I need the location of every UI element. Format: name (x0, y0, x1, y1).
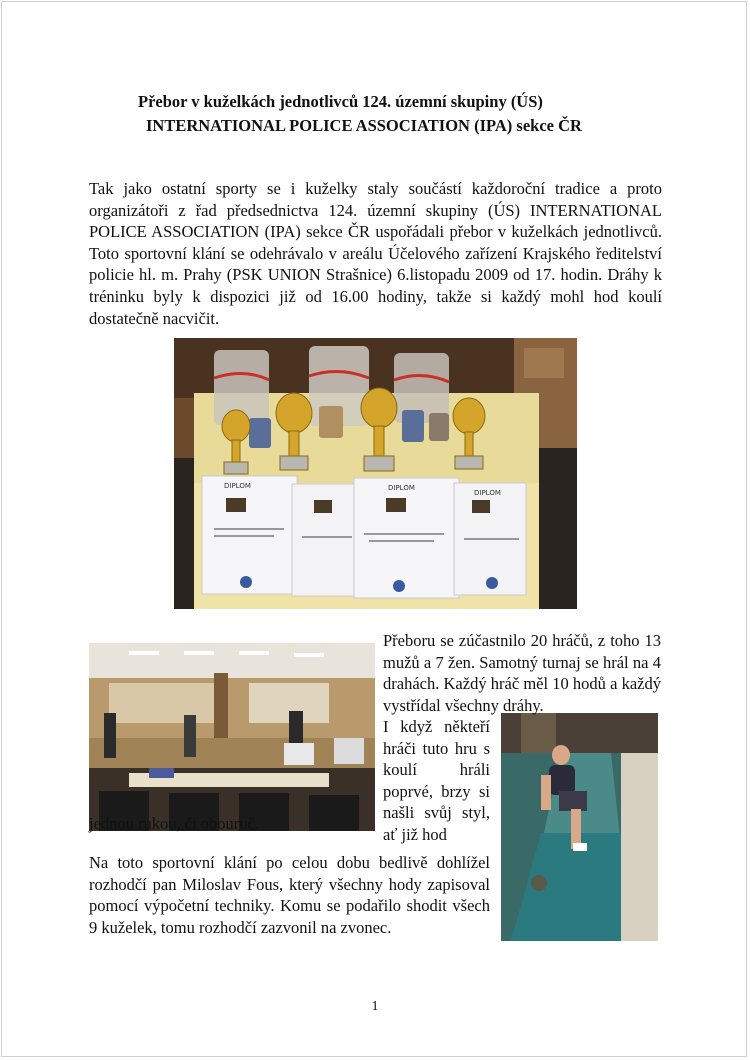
svg-text:DIPLOM: DIPLOM (388, 484, 415, 492)
referee-paragraph: Na toto sportovní klání po celou dobu bedlivě dohlížel rozhodčí pan Miloslav Fous, který všechny hody zapisoval pomocí výpočetní techniky. Komu se podařilo shodit všech 9 kuželek, tomu rozhodčí zazvonil na zvonec. (89, 853, 490, 937)
participants-paragraph: Přeboru se zúčastnilo 20 hráčů, z toho 13 mužů a 7 žen. Samotný turnaj se hrál na 4 drahách. Každý hráč měl 10 hodů a každý vystřídal všechny dráhy. (383, 631, 661, 715)
svg-text:DIPLOM: DIPLOM (224, 482, 251, 490)
style-paragraph-end: jednou rukou, či obouruč. (89, 814, 260, 833)
title-line-1: Přebor v kuželkách jednotlivců 124. územní skupiny (ÚS) (138, 92, 543, 111)
page-number: 1 (371, 999, 379, 1014)
bowling-hall-photo (89, 643, 375, 831)
trophies-photo (174, 338, 577, 609)
style-paragraph: I když někteří hráči tuto hru s koulí hráli poprvé, brzy si našli svůj styl, ať již hod (383, 717, 490, 844)
bowler-photo (501, 713, 658, 941)
intro-paragraph: Tak jako ostatní sporty se i kuželky staly součástí každoroční tradice a proto organizátoři z řad předsednictva 124. územní skupiny (ÚS) INTERNATIONAL POLICE ASSOCIATION (IPA) sekce ČR uspořádali přebor v kuželkách jednotlivců. Toto sportovní klání se odehrávalo v areálu Účelového zařízení Krajského ředitelství policie hl. m. Prahy (PSK UNION Strašnice) 6.listopadu 2009 od 17. hodin. Dráhy k tréninku byly k dispozici již od 16.00 hodiny, takže si každý mohl hod koulí dostatečně nacvičit. (89, 179, 662, 328)
svg-text:DIPLOM: DIPLOM (474, 489, 501, 497)
title-line-2: INTERNATIONAL POLICE ASSOCIATION (IPA) sekce ČR (146, 116, 582, 135)
